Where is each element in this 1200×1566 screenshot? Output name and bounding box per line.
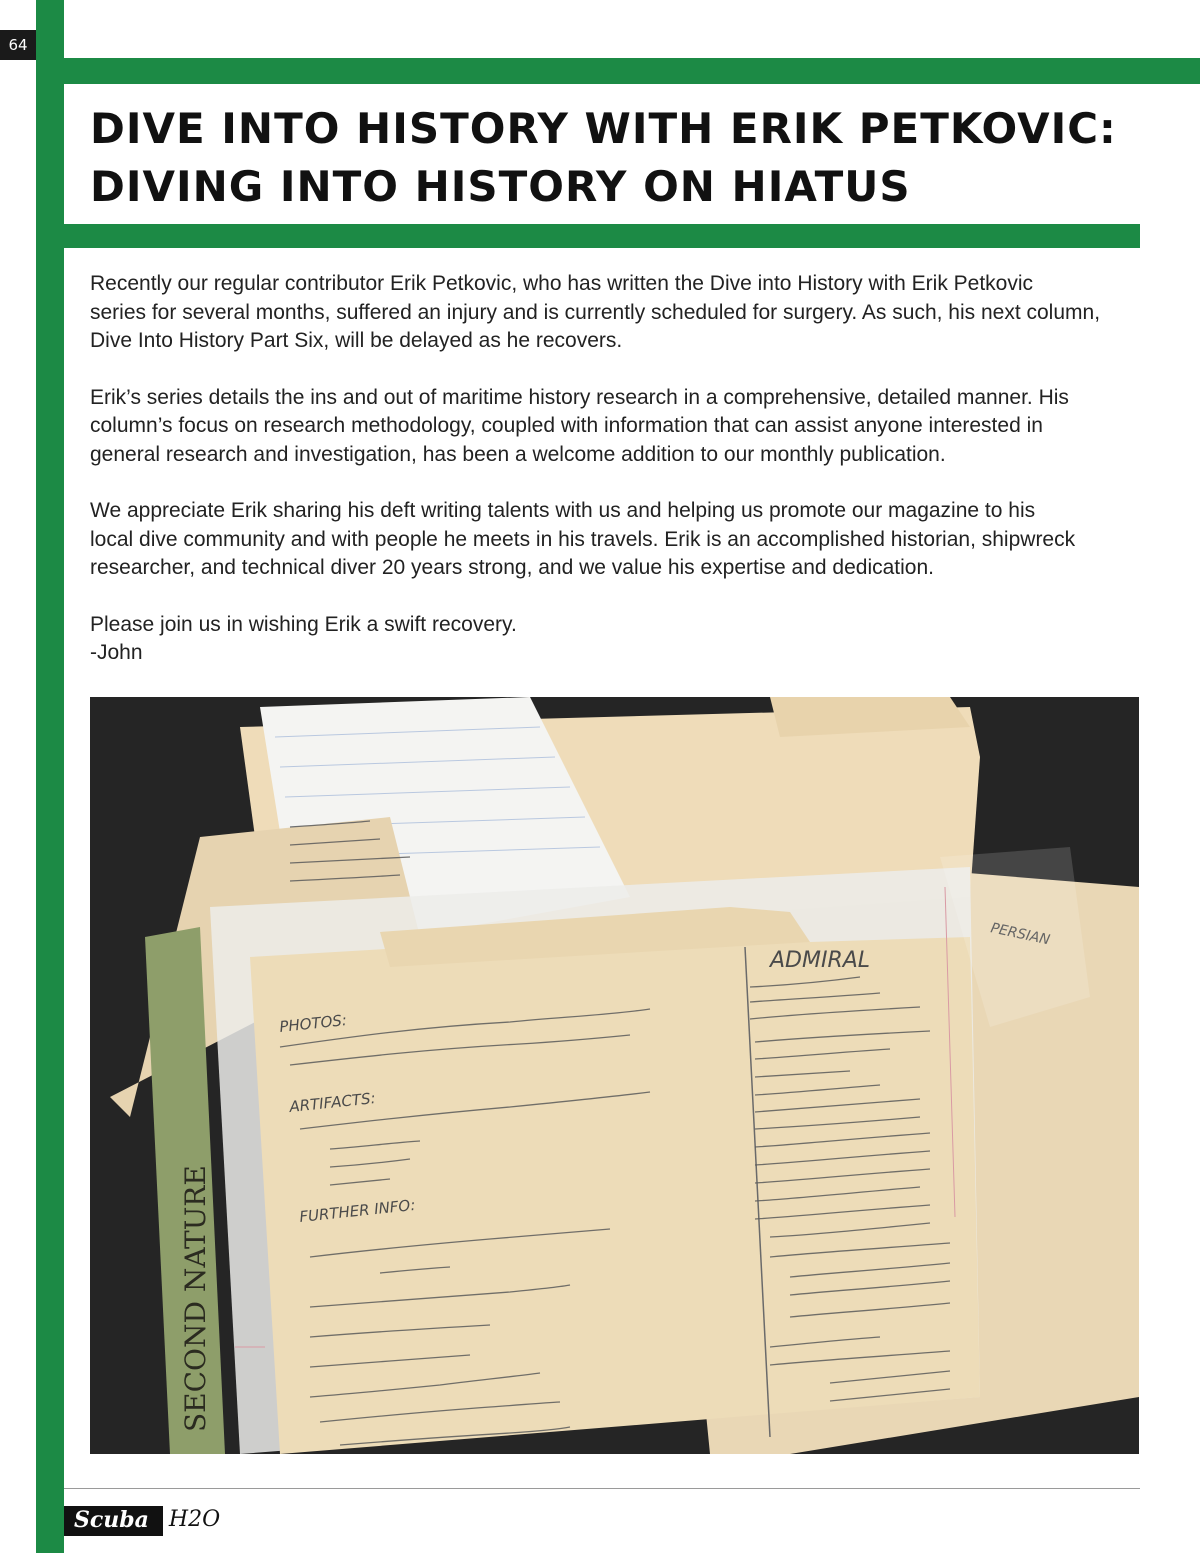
note-page bbox=[250, 927, 980, 1454]
logo-scuba: Scuba bbox=[64, 1506, 163, 1536]
paragraph-2 bbox=[90, 384, 1150, 470]
text-line: local dive community and with people he meets in his travels. Erik is an accomplished historian, shipwreck bbox=[90, 527, 1076, 551]
logo-h2o: H2O bbox=[168, 1507, 221, 1532]
top-green-bar bbox=[36, 58, 1200, 84]
paragraph-3 bbox=[90, 497, 1150, 583]
text-line: column’s focus on research methodology, coupled with information that can assist anyone interested in bbox=[90, 414, 1043, 437]
page-number: 64 bbox=[0, 30, 36, 60]
title-underline-bar bbox=[64, 224, 1140, 248]
binder-label: SECOND NATURE bbox=[179, 1165, 212, 1432]
article-title bbox=[90, 100, 1150, 216]
signature: -John bbox=[90, 641, 143, 664]
article-body bbox=[90, 270, 1150, 668]
closing bbox=[90, 611, 1150, 668]
article-photo bbox=[90, 697, 1139, 1454]
footer-logo bbox=[64, 1506, 226, 1566]
note-further-info: FURTHER INFO: bbox=[298, 1195, 417, 1226]
text-line: general research and investigation, has been a welcome addition to our monthly publication. bbox=[90, 442, 946, 466]
left-green-bar bbox=[36, 0, 64, 1553]
text-line: Recently our regular contributor Erik Petkovic, who has written the Dive into History with Erik Petkovic bbox=[90, 272, 1034, 295]
closing-line: Please join us in wishing Erik a swift recovery. bbox=[90, 612, 517, 636]
title-line-1: DIVE INTO HISTORY WITH ERIK PETKOVIC: bbox=[90, 104, 1117, 153]
text-line: Dive Into History Part Six, will be delayed as he recovers. bbox=[90, 329, 623, 352]
folder-tab-text: PERSIAN bbox=[989, 920, 1052, 949]
text-line: series for several months, suffered an injury and is currently scheduled for surgery. As such, his next column, bbox=[90, 300, 1101, 324]
footer-rule bbox=[64, 1488, 1140, 1489]
paragraph-1 bbox=[90, 270, 1150, 356]
note-artifacts: ARTIFACTS: bbox=[288, 1089, 377, 1116]
text-line: researcher, and technical diver 20 years strong, and we value his expertise and dedication. bbox=[90, 556, 934, 579]
note-heading: ADMIRAL bbox=[770, 948, 871, 973]
text-line: Erik’s series details the ins and out of maritime history research in a comprehensive, detailed manner. His bbox=[90, 385, 1069, 409]
folders-photo-illustration bbox=[90, 697, 1139, 1454]
note-photos: PHOTOS: bbox=[278, 1011, 348, 1036]
title-line-2: DIVING INTO HISTORY ON HIATUS bbox=[90, 162, 911, 211]
text-line: We appreciate Erik sharing his deft writing talents with us and helping us promote our magazine to his bbox=[90, 499, 1036, 522]
